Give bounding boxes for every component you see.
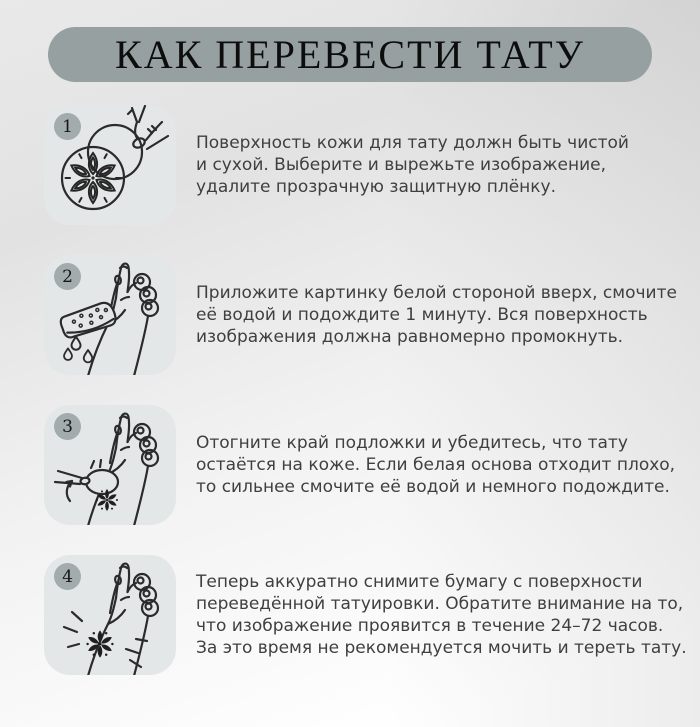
- page-title: КАК ПЕРЕВЕСТИ ТАТУ: [115, 32, 585, 77]
- step-3-description: [196, 432, 675, 498]
- description-line: переведённой татуировки. Обратите внимание на то,: [196, 594, 684, 614]
- description-line: её водой и подождите 1 минуту. Вся поверхность: [196, 305, 648, 325]
- step-3-illustration-tile: [44, 405, 176, 525]
- description-line: и сухой. Выберите и вырежьте изображение,: [196, 155, 607, 175]
- title-banner: [48, 27, 652, 82]
- description-line: остаётся на коже. Если белая основа отходит плохо,: [196, 455, 676, 475]
- description-line: Поверхность кожи для тату должн быть чистой: [196, 133, 629, 153]
- step-row-3: [44, 405, 700, 525]
- steps-list: [44, 105, 700, 675]
- step-3-number-badge: 3: [54, 413, 81, 440]
- description-line: удалите прозрачную защитную плёнку.: [196, 177, 556, 197]
- step-row-1: [44, 105, 700, 225]
- step-1-number-badge: 1: [54, 113, 81, 140]
- step-2-description: [196, 282, 677, 348]
- description-line: Отогните край подложки и убедитесь, что тату: [196, 433, 628, 453]
- step-1-illustration-tile: [44, 105, 176, 225]
- step-2-illustration-tile: [44, 255, 176, 375]
- step-4-illustration-tile: [44, 555, 176, 675]
- step-row-4: [44, 555, 700, 675]
- step-2-number-badge: 2: [54, 263, 81, 290]
- description-line: изображения должна равномерно промокнуть.: [196, 327, 624, 347]
- description-line: Теперь аккуратно снимите бумагу с поверхности: [196, 572, 643, 592]
- step-4-description: [196, 571, 687, 659]
- step-4-number-badge: 4: [54, 563, 81, 590]
- step-row-2: [44, 255, 700, 375]
- description-line: что изображение проявится в течение 24–72 часов.: [196, 616, 664, 636]
- description-line: то сильнее смочите её водой и немного подождите.: [196, 477, 670, 497]
- description-line: Приложите картинку белой стороной вверх, смочите: [196, 283, 677, 303]
- step-1-description: [196, 132, 629, 198]
- description-line: За это время не рекомендуется мочить и тереть тату.: [196, 638, 687, 658]
